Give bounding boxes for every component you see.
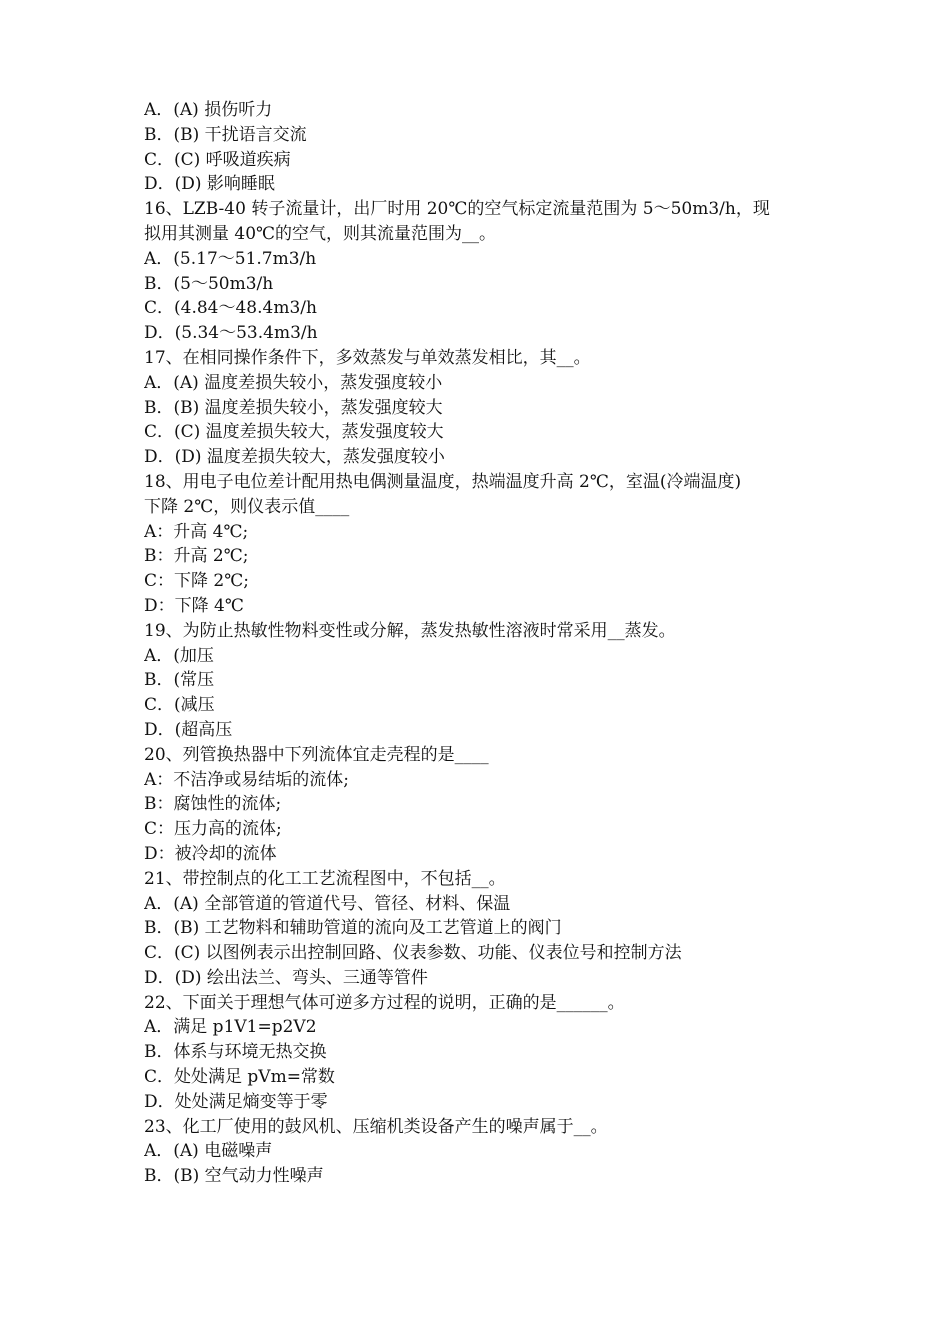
text-line: B．(B) 工艺物料和辅助管道的流向及工艺管道上的阀门	[144, 918, 562, 939]
text-line: B．体系与环境无热交换	[144, 1042, 327, 1063]
text-line: D．(D) 绘出法兰、弯头、三通等管件	[144, 967, 428, 988]
text-line: B．(5～50m3/h	[144, 273, 274, 294]
text-line: B：升高 2℃;	[144, 546, 249, 567]
text-line: B．(B) 干扰语言交流	[144, 124, 307, 145]
text-line: A．(A) 损伤听力	[144, 100, 273, 120]
text-line: B．(B) 温度差损失较小，蒸发强度较大	[144, 397, 443, 418]
text-line: A．(A) 电磁噪声	[144, 1141, 273, 1162]
text-line: A．(5.17～51.7m3/h	[144, 248, 317, 269]
text-line: C．(4.84～48.4m3/h	[144, 298, 317, 319]
text-line: D．(5.34～53.4m3/h	[144, 323, 318, 344]
text-line: 20、列管换热器中下列流体宜走壳程的是____	[144, 744, 489, 765]
text-line: 23、化工厂使用的鼓风机、压缩机类设备产生的噪声属于__。	[144, 1116, 608, 1137]
text-line: B．(B) 空气动力性噪声	[144, 1166, 324, 1187]
text-line: 下降 2℃，则仪表示值____	[144, 496, 350, 517]
text-line: D：被冷却的流体	[144, 843, 277, 864]
text-line: D．(D) 影响睡眠	[144, 174, 275, 195]
text-line: C：下降 2℃;	[144, 571, 249, 592]
text-line: B：腐蚀性的流体;	[144, 794, 282, 815]
text-line: C．(C) 呼吸道疾病	[144, 149, 291, 170]
text-line: C．(C) 以图例表示出控制回路、仪表参数、功能、仪表位号和控制方法	[144, 943, 682, 964]
text-line: 22、下面关于理想气体可逆多方过程的说明，正确的是______。	[144, 992, 625, 1013]
text-line: 17、在相同操作条件下，多效蒸发与单效蒸发相比，其__。	[144, 347, 591, 368]
document-body	[144, 98, 824, 1189]
text-line: B．(常压	[144, 670, 215, 691]
text-line: A．满足 p1V1=p2V2	[144, 1017, 317, 1038]
text-line: D：下降 4℃	[144, 595, 244, 616]
text-line: 18、用电子电位差计配用热电偶测量温度，热端温度升高 2℃，室温(冷端温度)	[144, 471, 742, 492]
text-line: D．处处满足熵变等于零	[144, 1091, 328, 1112]
text-line: A．(A) 温度差损失较小，蒸发强度较小	[144, 372, 443, 393]
text-line: C：压力高的流体;	[144, 819, 282, 840]
text-line: C．(减压	[144, 695, 215, 716]
text-line: C．处处满足 pVm=常数	[144, 1067, 335, 1088]
text-line: 拟用其测量 40℃的空气，则其流量范围为__。	[144, 223, 497, 244]
text-line: 19、为防止热敏性物料变性或分解，蒸发热敏性溶液时常采用__蒸发。	[144, 620, 676, 641]
text-line: D．(D) 温度差损失较大，蒸发强度较小	[144, 447, 445, 468]
text-line: A．(加压	[144, 645, 214, 666]
text-line: A：不洁净或易结垢的流体;	[144, 769, 350, 790]
text-line: C．(C) 温度差损失较大，蒸发强度较大	[144, 422, 444, 443]
text-line: A：升高 4℃;	[144, 521, 249, 542]
text-line: 21、带控制点的化工工艺流程图中，不包括__。	[144, 868, 506, 889]
text-line: A．(A) 全部管道的管道代号、管径、材料、保温	[144, 893, 511, 914]
text-line: D．(超高压	[144, 719, 233, 740]
text-line: 16、LZB-40 转子流量计，出厂时用 20℃的空气标定流量范围为 5～50m3/h，现	[144, 199, 770, 220]
